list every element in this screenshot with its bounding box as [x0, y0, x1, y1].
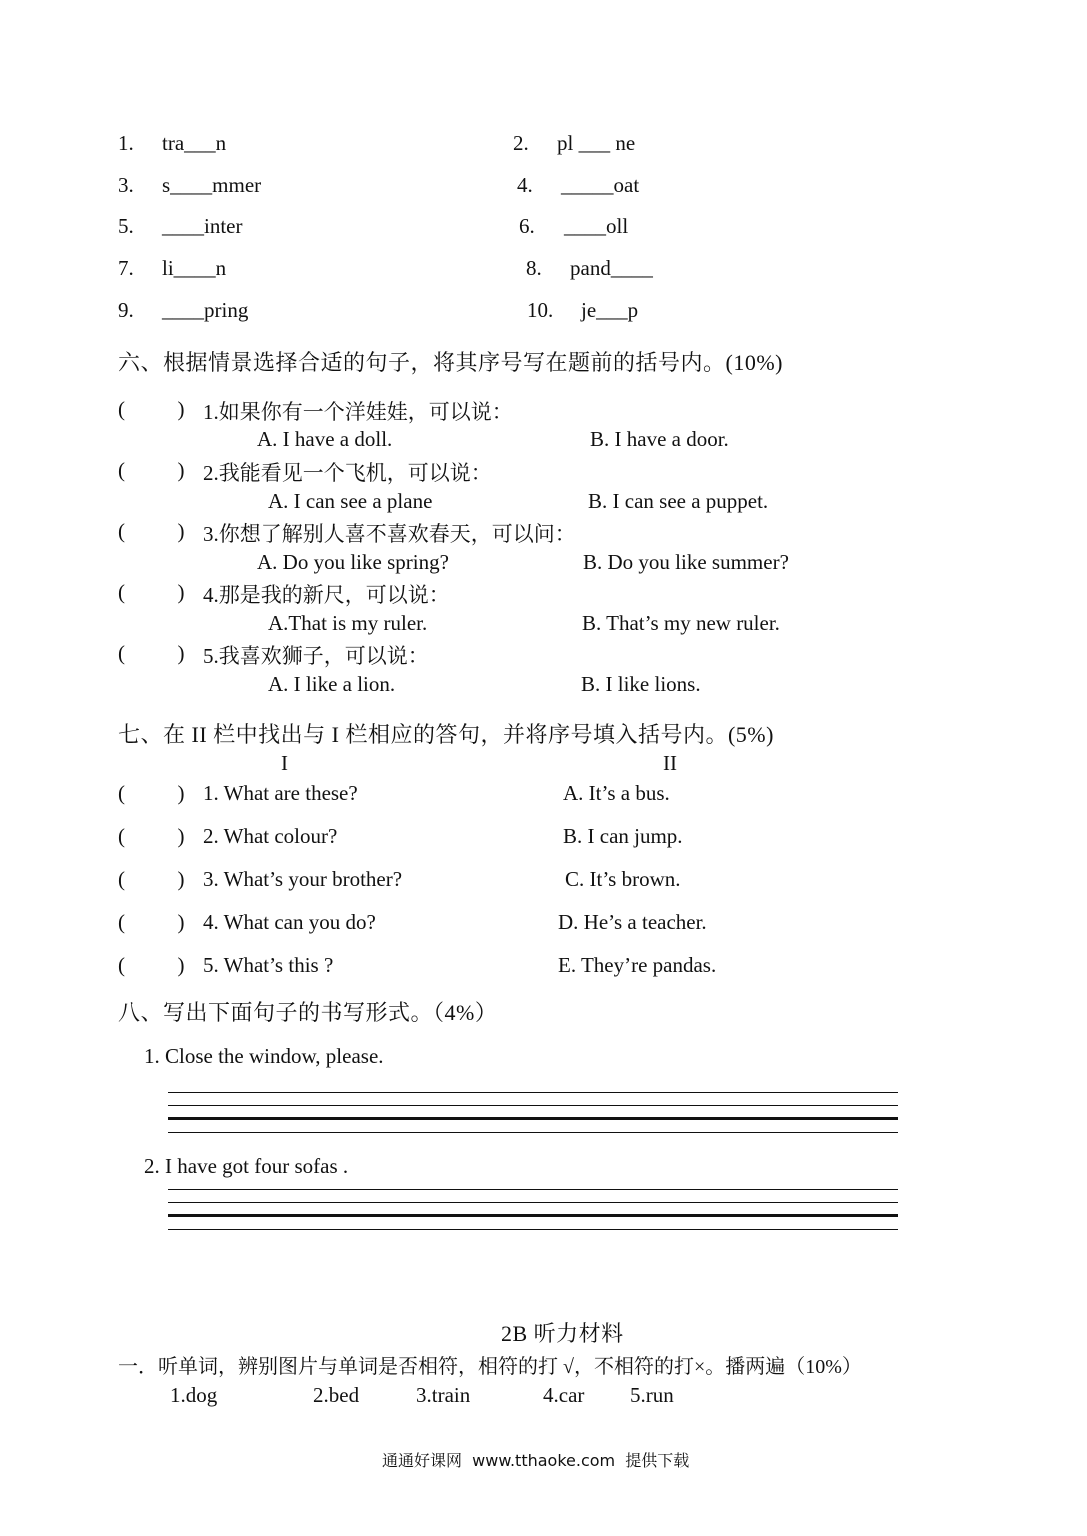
item-number: 2. [513, 131, 529, 155]
copy-sentence-1: 1. Close the window, please. [144, 1044, 384, 1068]
writing-line [168, 1105, 898, 1106]
option-b: B. I have a door. [590, 427, 729, 451]
option-b: B. I like lions. [581, 672, 701, 696]
question-prompt: 3.你想了解别人喜不喜欢春天，可以问： [203, 522, 576, 546]
copy-sentence-2: 2. I have got four sofas . [144, 1154, 349, 1178]
listening-word: 4.car [543, 1383, 585, 1407]
answer-bracket[interactable]: ( ) [118, 458, 185, 482]
item-word: _____oat [561, 173, 640, 197]
answer-bracket[interactable]: ( ) [118, 867, 185, 891]
item-number: 3. [118, 173, 134, 197]
answer-text: B. I can jump. [563, 824, 683, 848]
listening-title: 2B 听力材料 [501, 1321, 624, 1346]
question-prompt: 2.我能看见一个飞机，可以说： [203, 461, 492, 485]
item-word: s____mmer [162, 173, 262, 197]
answer-bracket[interactable]: ( ) [118, 519, 185, 543]
answer-bracket[interactable]: ( ) [118, 910, 185, 934]
writing-line [168, 1092, 898, 1093]
answer-bracket[interactable]: ( ) [118, 641, 185, 665]
item-word: li____n [162, 256, 227, 280]
item-number: 10. [527, 298, 554, 322]
writing-line [168, 1202, 898, 1203]
section8-heading: 八、写出下面句子的书写形式。（4%） [118, 1000, 498, 1025]
option-a: A.That is my ruler. [268, 611, 428, 635]
answer-bracket[interactable]: ( ) [118, 953, 185, 977]
option-a: A. I can see a plane [268, 489, 433, 513]
column-i-header: I [281, 751, 288, 775]
item-number: 7. [118, 256, 134, 280]
writing-baseline [168, 1117, 898, 1120]
answer-text: A. It’s a bus. [563, 781, 670, 805]
listening-instruction: 一．听单词，辨别图片与单词是否相符，相符的打 √，不相符的打×。播两遍（10%） [118, 1356, 862, 1378]
item-word: je___p [581, 298, 639, 322]
item-word: ____inter [162, 214, 243, 238]
question-text: 1. What are these? [203, 781, 358, 805]
answer-bracket[interactable]: ( ) [118, 580, 185, 604]
answer-bracket[interactable]: ( ) [118, 781, 185, 805]
item-word: pand____ [570, 256, 653, 280]
question-text: 2. What colour? [203, 824, 338, 848]
item-number: 8. [526, 256, 542, 280]
listening-word: 2.bed [313, 1383, 360, 1407]
answer-text: E. They’re pandas. [558, 953, 717, 977]
item-word: tra___n [162, 131, 227, 155]
option-a: A. I have a doll. [257, 427, 393, 451]
column-ii-header: II [663, 751, 677, 775]
option-b: B. I can see a puppet. [588, 489, 769, 513]
question-text: 3. What’s your brother? [203, 867, 403, 891]
option-a: A. Do you like spring? [257, 550, 449, 574]
footer-source: 通通好课网 www.tthaoke.com 提供下载 [382, 1451, 690, 1470]
listening-word: 5.run [630, 1383, 674, 1407]
item-word: pl ___ ne [557, 131, 636, 155]
option-b: B. That’s my new ruler. [582, 611, 780, 635]
question-prompt: 5.我喜欢狮子，可以说： [203, 644, 429, 668]
item-number: 5. [118, 214, 134, 238]
listening-word: 3.train [416, 1383, 471, 1407]
item-word: ____oll [564, 214, 629, 238]
question-prompt: 4.那是我的新尺，可以说： [203, 583, 450, 607]
item-number: 9. [118, 298, 134, 322]
question-prompt: 1.如果你有一个洋娃娃，可以说： [203, 400, 513, 424]
answer-text: D. He’s a teacher. [558, 910, 707, 934]
writing-baseline [168, 1214, 898, 1217]
question-text: 5. What’s this ? [203, 953, 334, 977]
item-number: 4. [517, 173, 533, 197]
writing-line [168, 1189, 898, 1190]
question-text: 4. What can you do? [203, 910, 376, 934]
section7-heading: 七、在 II 栏中找出与 I 栏相应的答句，并将序号填入括号内。(5%) [118, 722, 774, 747]
writing-line [168, 1229, 898, 1230]
writing-line [168, 1132, 898, 1133]
item-word: ____pring [162, 298, 249, 322]
option-a: A. I like a lion. [268, 672, 396, 696]
answer-bracket[interactable]: ( ) [118, 824, 185, 848]
item-number: 6. [519, 214, 535, 238]
answer-bracket[interactable]: ( ) [118, 397, 185, 421]
option-b: B. Do you like summer? [583, 550, 789, 574]
listening-word: 1.dog [170, 1383, 218, 1407]
item-number: 1. [118, 131, 134, 155]
section6-heading: 六、根据情景选择合适的句子，将其序号写在题前的括号内。(10%) [118, 350, 783, 375]
answer-text: C. It’s brown. [565, 867, 681, 891]
